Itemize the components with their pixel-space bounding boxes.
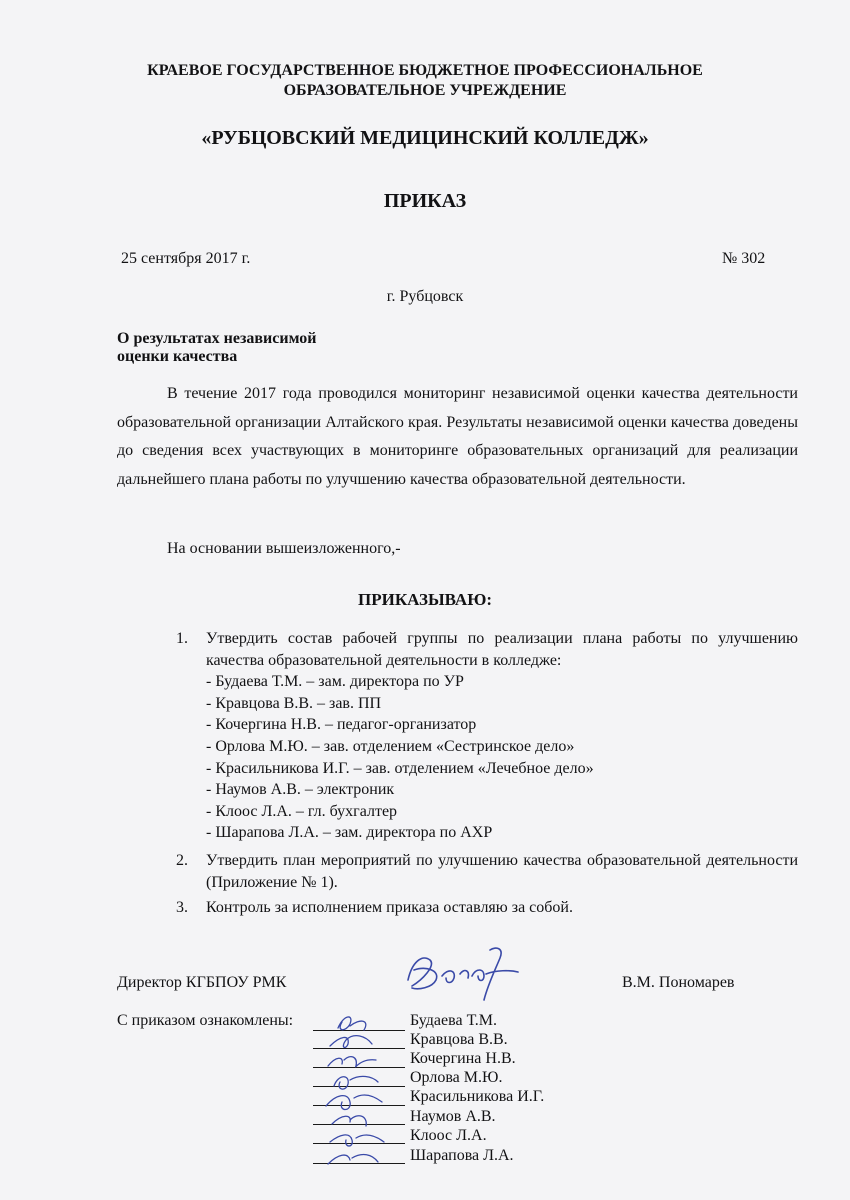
city: г. Рубцовск <box>386 288 464 305</box>
doc-type: ПРИКАЗ <box>383 190 467 212</box>
signatory-position: Директор КГБПОУ РМК <box>117 974 287 991</box>
acknowledged-person: Будаева Т.М. <box>410 1012 497 1029</box>
acknowledged-person: Наумов А.В. <box>410 1108 496 1125</box>
acknowledged-person: Орлова М.Ю. <box>410 1069 503 1086</box>
order-item-3 <box>176 897 798 919</box>
director-signature-icon <box>400 940 530 1010</box>
acknowledged-person: Шарапова Л.А. <box>410 1147 514 1164</box>
working-group-member: - Будаева Т.М. – зам. директора по УР <box>206 673 464 691</box>
item-text: Утвердить план мероприятий по улучшению качества образовательной деятельности (Приложение № 1). <box>206 851 798 891</box>
order-item-1 <box>176 628 798 844</box>
acknowledged-person: Красильникова И.Г. <box>410 1088 545 1105</box>
order-heading: ПРИКАЗЫВАЮ: <box>357 590 493 609</box>
acknowledged-person: Кравцова В.В. <box>410 1031 508 1048</box>
working-group-member: - Шарапова Л.А. – зам. директора по АХР <box>206 824 493 842</box>
working-group-member: - Красильникова И.Г. – зав. отделением «Лечебное дело» <box>206 759 594 777</box>
item-number: 1. <box>176 630 188 647</box>
intro-paragraph: В течение 2017 года проводился мониторинг независимой оценки качества деятельности образовательной организации Алтайского края. Результаты независимой оценки качества доведены до сведения всех участвующих в мониторинге образовательных организаций для реализации дальнейшего плана работы по улучшению качества образовательной деятельности. <box>117 385 798 488</box>
item-number: 2. <box>176 851 188 869</box>
acknowledgement-label: С приказом ознакомлены: <box>117 1012 294 1029</box>
acknowledged-person: Клоос Л.А. <box>410 1127 487 1144</box>
signatory-name: В.М. Пономарев <box>622 974 735 991</box>
subject-line-1: О результатах независимой <box>117 330 317 347</box>
institution-line-1: КРАЕВОЕ ГОСУДАРСТВЕННОЕ БЮДЖЕТНОЕ ПРОФЕССИОНАЛЬНОЕ <box>147 62 703 79</box>
working-group-member: - Орлова М.Ю. – зав. отделением «Сестринское дело» <box>206 737 575 755</box>
item-text: Утвердить состав рабочей группы по реализации плана работы по улучшению качества образовательной деятельности в колледже: <box>206 630 798 669</box>
college-name: «РУБЦОВСКИЙ МЕДИЦИНСКИЙ КОЛЛЕДЖ» <box>201 127 649 149</box>
order-date: 25 сентября 2017 г. <box>121 250 251 267</box>
working-group-member: - Кочергина Н.В. – педагог-организатор <box>206 716 477 734</box>
working-group-member: - Клоос Л.А. – гл. бухгалтер <box>206 802 398 820</box>
item-number: 3. <box>176 899 188 917</box>
working-group-member: - Кравцова В.В. – зав. ПП <box>206 694 382 712</box>
acknowledged-person: Кочергина Н.В. <box>410 1050 516 1067</box>
item-text: Контроль за исполнением приказа оставляю за собой. <box>206 899 573 917</box>
subject-line-2: оценки качества <box>117 348 238 365</box>
order-item-2 <box>176 850 798 893</box>
order-number: № 302 <box>722 250 766 267</box>
basis-line: На основании вышеизложенного,- <box>167 540 401 557</box>
order-items <box>176 628 798 919</box>
acknowledgement-signatures-icon <box>320 1008 400 1178</box>
institution-line-2: ОБРАЗОВАТЕЛЬНОЕ УЧРЕЖДЕНИЕ <box>283 82 567 99</box>
working-group-member: - Наумов А.В. – электроник <box>206 781 395 799</box>
